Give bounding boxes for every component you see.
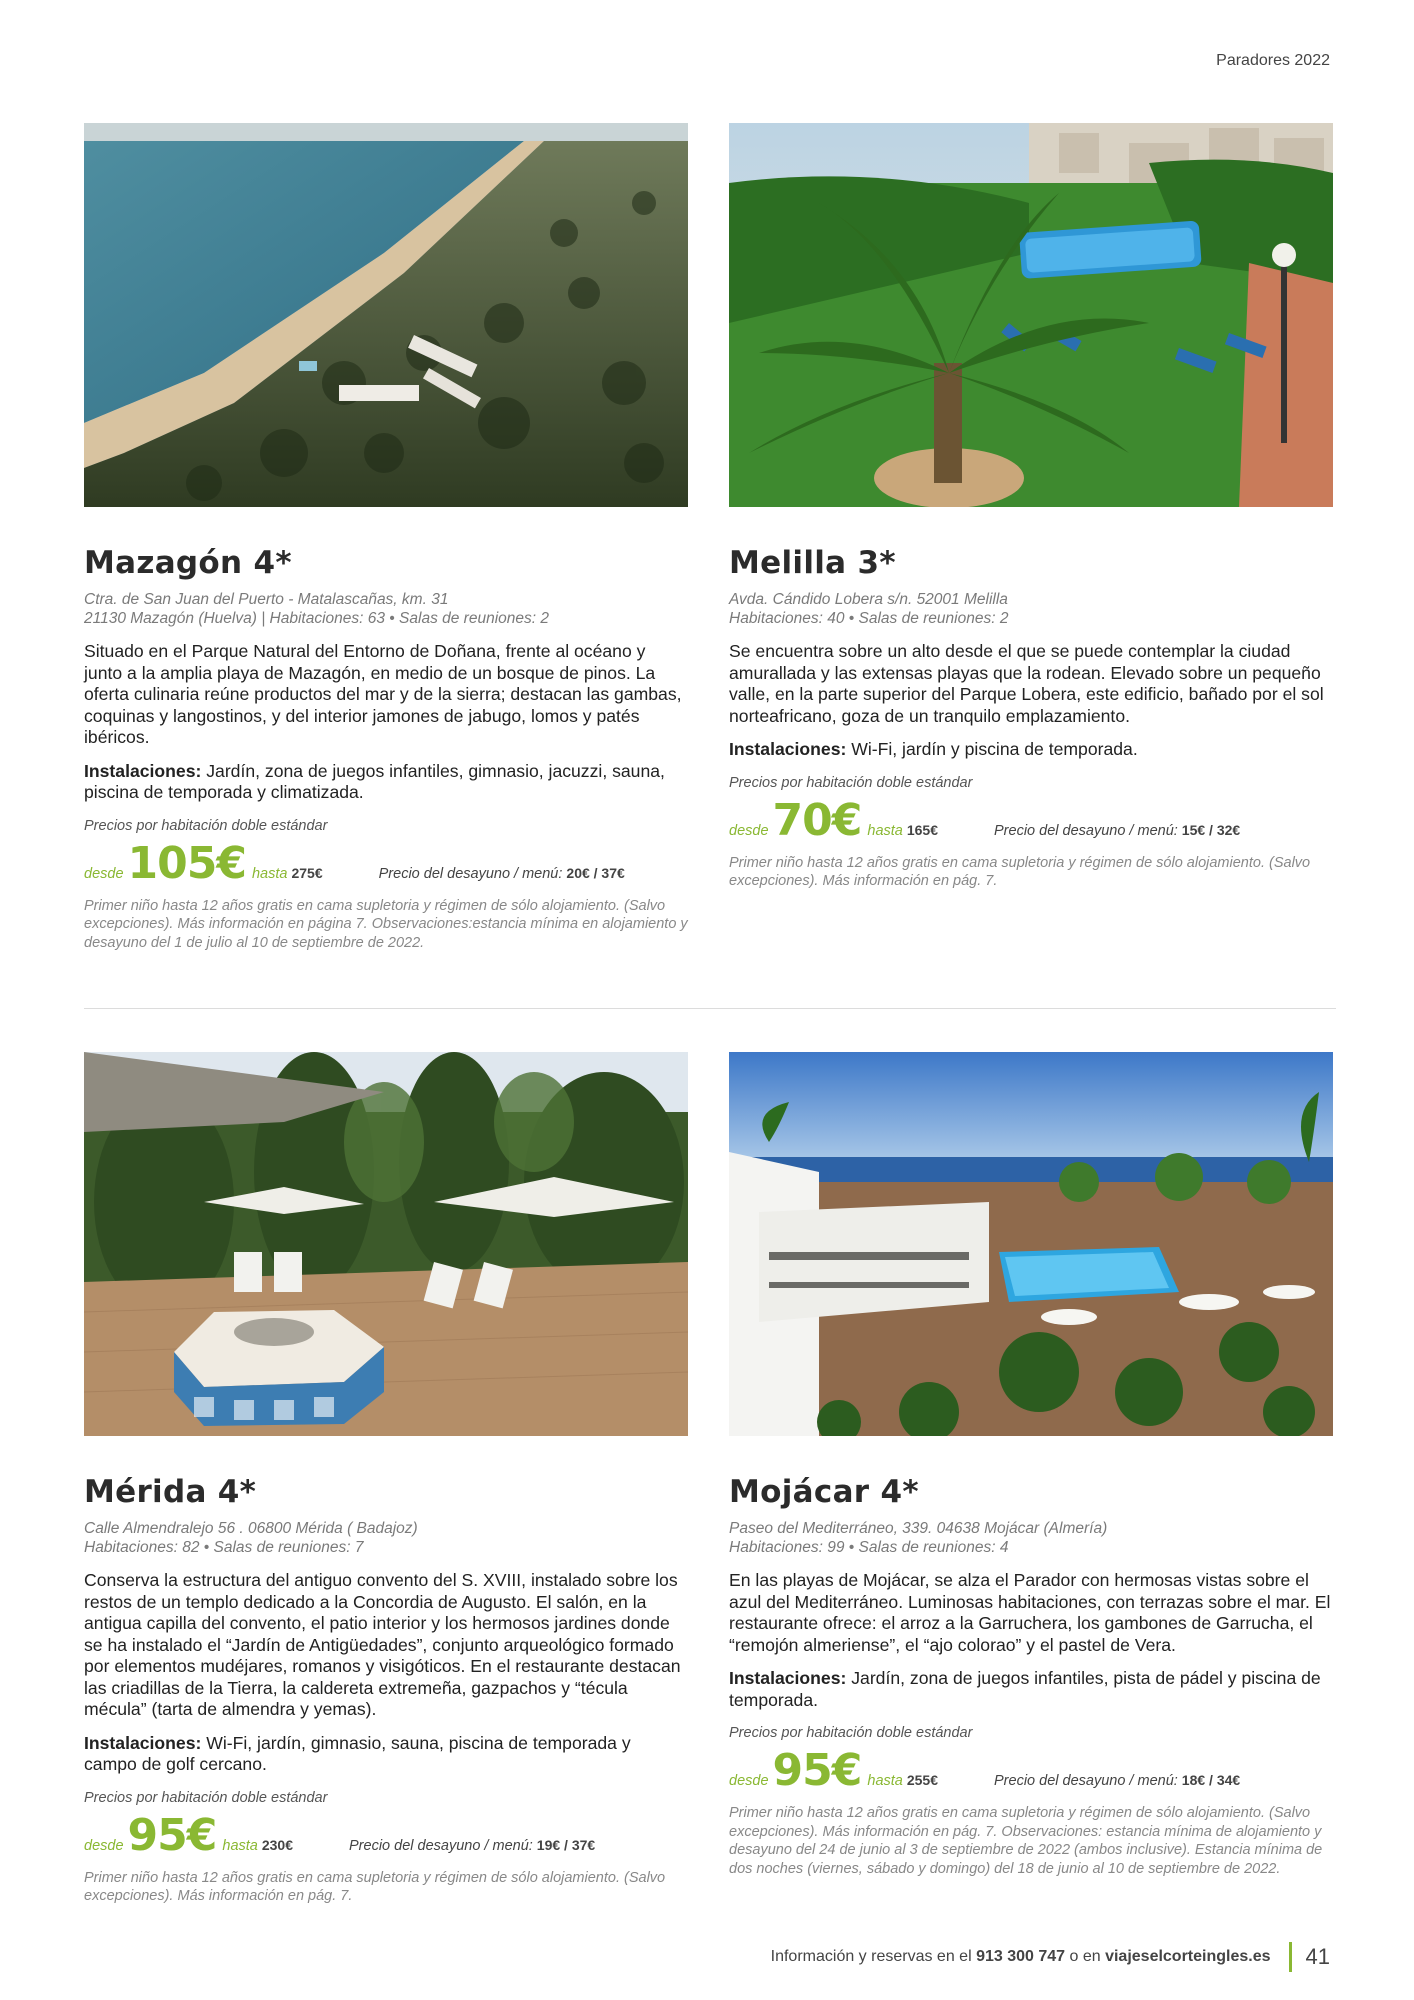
facilities-label: Instalaciones: <box>84 1732 202 1753</box>
parador-description: Situado en el Parque Natural del Entorno de Doñana, frente al océano y junto a la amplia playa de Mazagón, en medio de un bosque de pinos. La oferta culinaria reúne productos del mar y de la sierra; destacan las gambas, coquinas y langostinos, y del interior jamones de jabugo, lomos y patés ibéricos. <box>84 641 682 747</box>
price-to-amount: 275€ <box>291 864 323 881</box>
breakfast-value: 18€ / 34€ <box>1181 1772 1241 1788</box>
facilities-text: Wi-Fi, jardín y piscina de temporada. <box>846 739 1138 759</box>
parador-description: Se encuentra sobre un alto desde el que se puede contemplar la ciudad amurallada y las extensas playas que la rodean. Elevado sobre un pequeño valle, en la parte superior del Parque Lobera, este edificio, bañado por el sol norteafricano, goza de un tranquilo emplazamiento. <box>729 641 1324 726</box>
price-from-label: desde <box>729 822 769 839</box>
merida-patio-fountain-image <box>84 1052 688 1436</box>
price-to-amount: 165€ <box>906 821 939 838</box>
footer-accent-bar <box>1289 1942 1292 1972</box>
breakfast-label: Precio del desayuno / menú: <box>378 865 563 882</box>
breakfast-label: Precio del desayuno / menú: <box>994 822 1178 839</box>
price-caption: Precios por habitación doble estándar <box>84 1789 328 1806</box>
parador-title: Mojácar 4* <box>729 1474 919 1510</box>
price-row <box>84 1810 688 1861</box>
parador-description: En las playas de Mojácar, se alza el Parador con hermosas vistas sobre el azul del Mediterráneo. Luminosas habitaciones, con terrazas sobre el mar. El restaurante ofrece: el arroz a la Garruchera, los gambones de Garrucha, el “remojón almeriense”, el “ajo colorao” y el pastel de Vera. <box>729 1570 1331 1655</box>
page-footer <box>771 1942 1330 1972</box>
price-row <box>729 795 1333 846</box>
facilities-label: Instalaciones: <box>729 739 847 759</box>
page-header-label: Paradores 2022 <box>1216 52 1330 69</box>
melilla-pool-garden-image <box>729 123 1333 507</box>
page-number: 41 <box>1305 1944 1330 1969</box>
price-notes: Primer niño hasta 12 años gratis en cama supletoria y régimen de sólo alojamiento. (Salvo excepciones). Más información en pág. 7. <box>84 1869 666 1904</box>
section-divider <box>84 1008 1336 1009</box>
breakfast-value: 15€ / 32€ <box>1181 821 1241 838</box>
facilities-text: Jardín, zona de juegos infantiles, pista de pádel y piscina de temporada. <box>729 1668 1321 1710</box>
price-row <box>729 1745 1333 1796</box>
mojacar-photo <box>729 1052 1333 1436</box>
price-from-amount: 70€ <box>772 794 862 846</box>
price-from-amount: 95€ <box>772 1745 862 1796</box>
mojacar-pool-terrace-image <box>729 1052 1333 1436</box>
parador-title: Mazagón 4* <box>84 545 292 581</box>
facilities-label: Instalaciones: <box>84 760 202 781</box>
breakfast-value: 19€ / 37€ <box>536 1836 596 1853</box>
parador-title: Mérida 4* <box>84 1474 257 1510</box>
melilla-photo <box>729 123 1333 507</box>
facilities-text: Wi-Fi, jardín, gimnasio, sauna, piscina de temporada y campo de golf cercano. <box>84 1732 631 1774</box>
address-line: Habitaciones: 40 • Salas de reuniones: 2 <box>729 610 1009 627</box>
breakfast-label: Precio del desayuno / menú: <box>349 1837 533 1854</box>
price-notes: Primer niño hasta 12 años gratis en cama supletoria y régimen de sólo alojamiento. (Salvo excepciones). Más información en página 7. Observaciones:estancia mínima en alojamiento y desayuno del 1 de julio al 10 de septiembre de 2022. <box>84 897 688 951</box>
parador-address <box>729 1519 1333 1557</box>
mazagon-photo <box>84 123 688 507</box>
parador-description: Conserva la estructura del antiguo convento del S. XVIII, instalado sobre los restos de un templo dedicado a la Concordia de Augusto. El salón, en la antigua capilla del convento, el patio interior y los hermosos jardines donde se ha instalado el “Jardín de Antigüedades”, conjunto arqueológico formado por elementos mudéjares, romanos y visigóticos. En el restaurante destacan las criadillas de la Tierra, la caldereta extremeña, gazpachos y “técula mécula” (tarta de almendra y yemas). <box>84 1570 681 1719</box>
address-line: Calle Almendralejo 56 . 06800 Mérida ( Badajoz) <box>84 1520 418 1537</box>
price-to-label: hasta <box>867 822 903 839</box>
price-from-label: desde <box>84 1837 124 1854</box>
price-caption: Precios por habitación doble estándar <box>729 1725 973 1741</box>
parador-card-mojacar <box>729 1052 1333 1878</box>
price-to-amount: 255€ <box>906 1772 939 1788</box>
price-notes: Primer niño hasta 12 años gratis en cama supletoria y régimen de sólo alojamiento. (Salvo excepciones). Más información en pág. 7. Observaciones: estancia mínima de alojamiento y desayuno del 24 de junio al 3 de septiembre de 2022 (ambos inclusive). Estancia mínima de dos noches (viernes, sábado y domingo) del 18 de junio al 10 de septiembre de 2022. <box>729 1805 1323 1877</box>
price-caption: Precios por habitación doble estándar <box>729 774 973 791</box>
price-caption: Precios por habitación doble estándar <box>84 817 328 834</box>
merida-photo <box>84 1052 688 1436</box>
parador-title: Melilla 3* <box>729 545 896 581</box>
address-line: Paseo del Mediterráneo, 339. 04638 Mojácar (Almería) <box>729 1520 1108 1537</box>
price-from-label: desde <box>84 865 124 882</box>
parador-card-mazagon <box>84 123 688 952</box>
footer-text-prefix: Información y reservas en el <box>770 1948 977 1965</box>
address-line: 21130 Mazagón (Huelva) | Habitaciones: 63 • Salas de reuniones: 2 <box>84 610 549 627</box>
address-line: Avda. Cándido Lobera s/n. 52001 Melilla <box>729 591 1008 608</box>
parador-address <box>84 590 688 628</box>
parador-address <box>84 1519 688 1557</box>
address-line: Habitaciones: 99 • Salas de reuniones: 4 <box>729 1539 1009 1556</box>
price-to-label: hasta <box>222 1837 258 1854</box>
footer-text-mid: o en <box>1065 1948 1106 1965</box>
price-from-amount: 95€ <box>127 1809 217 1861</box>
parador-card-melilla <box>729 123 1333 891</box>
price-to-label: hasta <box>251 865 288 882</box>
parador-facilities <box>729 739 1333 761</box>
parador-facilities <box>84 1733 688 1776</box>
breakfast-value: 20€ / 37€ <box>566 864 625 881</box>
price-to-label: hasta <box>867 1773 903 1789</box>
parador-facilities <box>729 1668 1333 1711</box>
footer-phone[interactable]: 913 300 747 <box>976 1948 1066 1965</box>
mazagon-aerial-beach-image <box>84 123 688 507</box>
footer-contact <box>771 1948 1271 1966</box>
price-row <box>84 838 688 889</box>
price-from-amount: 105€ <box>127 837 246 889</box>
address-line: Habitaciones: 82 • Salas de reuniones: 7 <box>84 1539 364 1556</box>
facilities-text: Jardín, zona de juegos infantiles, gimnasio, jacuzzi, sauna, piscina de temporada y climatizada. <box>84 760 665 802</box>
facilities-label: Instalaciones: <box>729 1668 847 1688</box>
price-from-label: desde <box>729 1773 769 1789</box>
breakfast-label: Precio del desayuno / menú: <box>994 1773 1178 1789</box>
price-to-amount: 230€ <box>261 1836 294 1853</box>
address-line: Ctra. de San Juan del Puerto - Matalascañas, km. 31 <box>84 591 449 608</box>
footer-website-link[interactable]: viajeselcorteingles.es <box>1105 1948 1271 1965</box>
parador-address <box>729 590 1333 628</box>
parador-card-merida <box>84 1052 688 1906</box>
price-notes: Primer niño hasta 12 años gratis en cama supletoria y régimen de sólo alojamiento. (Salvo excepciones). Más información en pág. 7. <box>729 854 1311 889</box>
parador-facilities <box>84 761 688 804</box>
